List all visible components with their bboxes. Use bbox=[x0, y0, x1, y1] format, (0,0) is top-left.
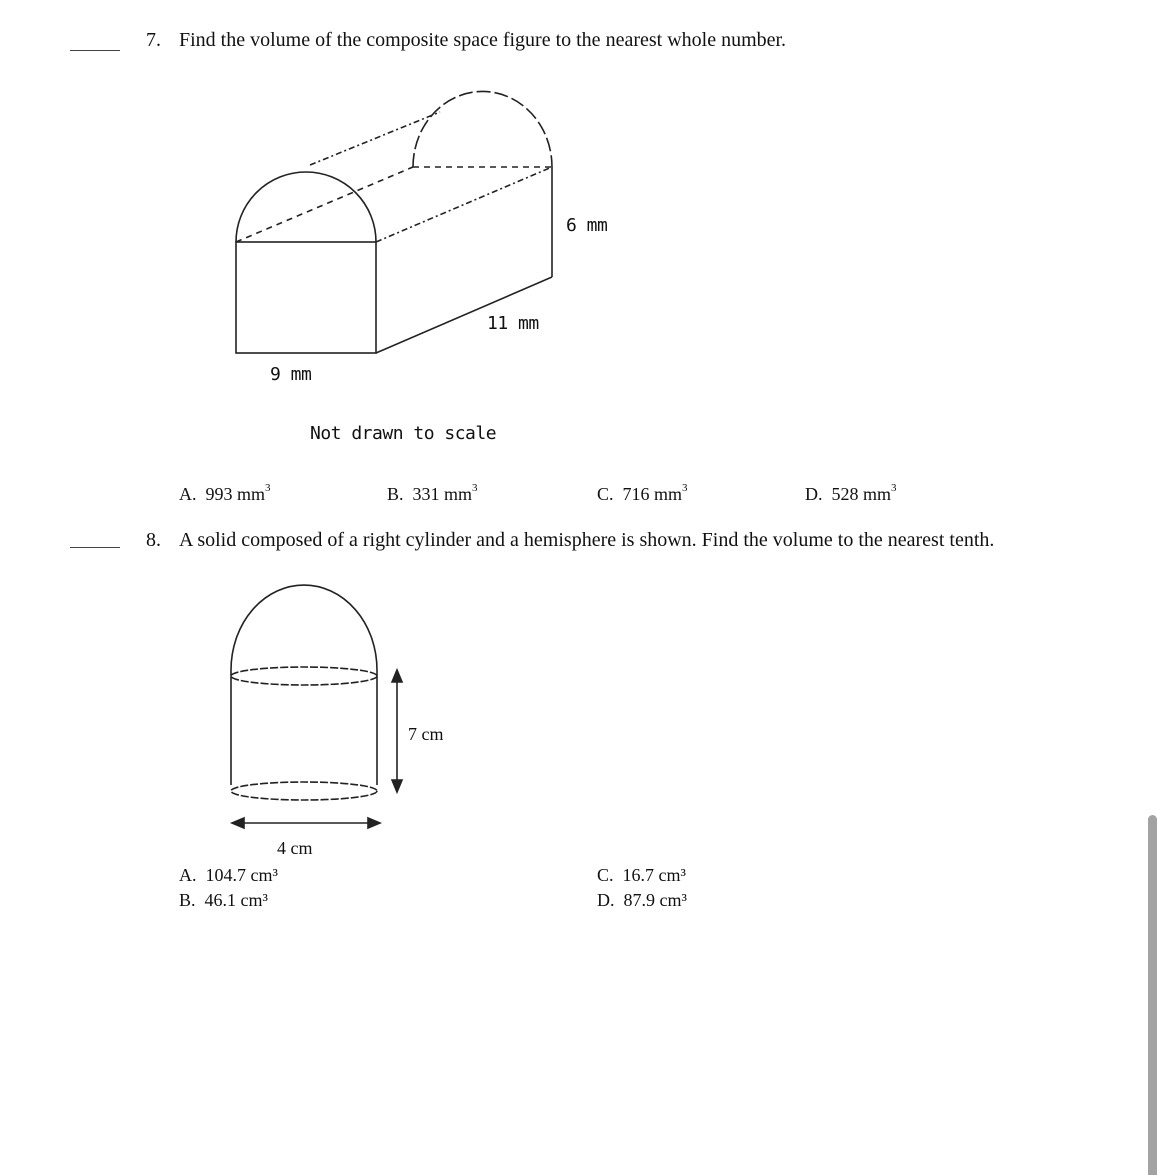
choice-8d[interactable] bbox=[597, 891, 687, 909]
choice-letter: B. bbox=[179, 890, 196, 910]
choice-8c[interactable] bbox=[597, 866, 686, 884]
choice-value: 87.9 cm³ bbox=[623, 890, 687, 910]
choice-letter: A. bbox=[179, 865, 197, 885]
choice-value: 528 mm bbox=[831, 484, 892, 504]
not-to-scale-note: Not drawn to scale bbox=[310, 423, 497, 444]
exponent: 3 bbox=[682, 482, 688, 494]
exponent: 3 bbox=[265, 482, 271, 494]
choice-value: 993 mm bbox=[205, 484, 266, 504]
choice-letter: D. bbox=[805, 484, 823, 504]
label-4cm: 4 cm bbox=[277, 838, 313, 858]
choice-value: 16.7 cm³ bbox=[622, 865, 686, 885]
choice-letter: D. bbox=[597, 890, 615, 910]
choice-letter: C. bbox=[597, 865, 614, 885]
choice-8a[interactable] bbox=[179, 866, 278, 884]
question-7-text: Find the volume of the composite space figure to the nearest whole number. bbox=[179, 29, 787, 51]
choice-value: 331 mm bbox=[412, 484, 473, 504]
scrollbar-thumb[interactable] bbox=[1148, 815, 1157, 1175]
question-8-number: 8. bbox=[146, 529, 161, 551]
choice-letter: B. bbox=[387, 484, 404, 504]
label-11mm: 11 mm bbox=[487, 313, 539, 334]
question-7-number: 7. bbox=[146, 29, 161, 51]
question-8-text: A solid composed of a right cylinder and a hemisphere is shown. Find the volume to the nearest tenth. bbox=[179, 529, 995, 551]
choice-letter: C. bbox=[597, 484, 614, 504]
choice-8b[interactable] bbox=[179, 891, 268, 909]
choice-letter: A. bbox=[179, 484, 197, 504]
label-9mm: 9 mm bbox=[270, 364, 312, 385]
choice-value: 46.1 cm³ bbox=[204, 890, 268, 910]
exponent: 3 bbox=[472, 482, 478, 494]
choice-value: 716 mm bbox=[622, 484, 683, 504]
label-6mm: 6 mm bbox=[566, 215, 608, 236]
exponent: 3 bbox=[891, 482, 897, 494]
choice-value: 104.7 cm³ bbox=[205, 865, 278, 885]
label-7cm: 7 cm bbox=[408, 724, 444, 744]
